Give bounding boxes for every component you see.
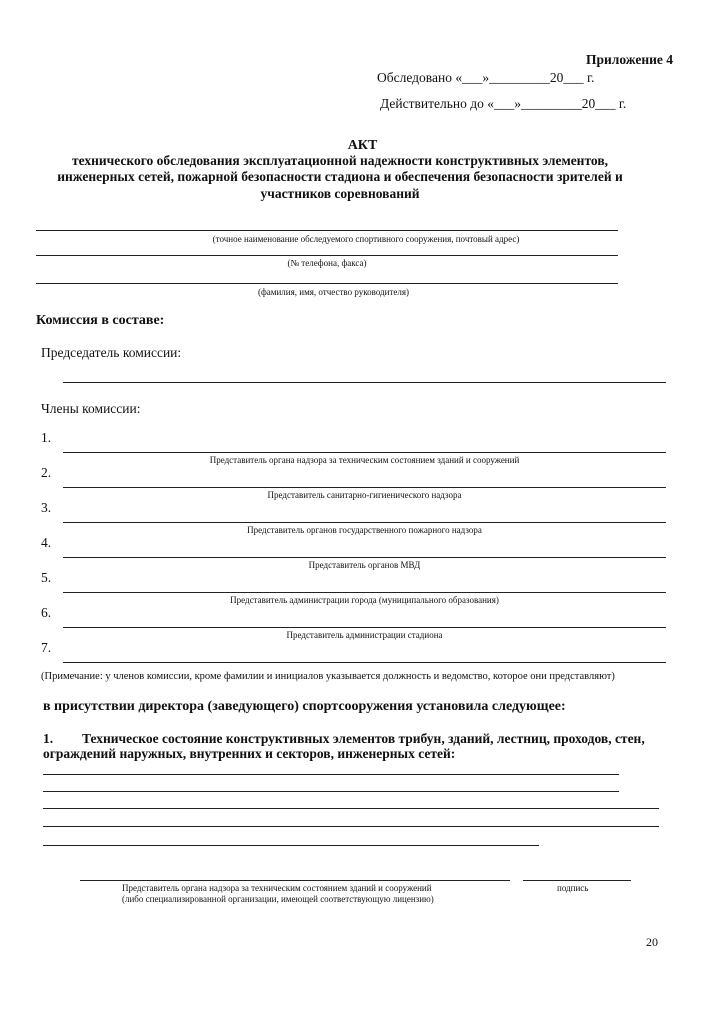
member-number: 1. [41,430,52,445]
chairman-line[interactable] [63,382,666,383]
member-number: 2. [41,465,52,480]
act-subtitle-line2: инженерных сетей, пожарной безопасности стадиона и обеспечения безопасности зрителей и [57,169,623,184]
page-number: 20 [646,935,658,949]
member-line[interactable] [63,627,666,628]
answer-line[interactable] [43,845,539,846]
member-role: Представитель органа надзора за техническим состоянием зданий и сооружений [209,455,520,465]
member-role: Представитель администрации стадиона [286,630,443,640]
valid-until-date: Действительно до «___»_________20___ г. [380,96,627,111]
member-number: 5. [41,570,52,585]
section-number: 1. [43,731,54,746]
member-line[interactable] [63,522,666,523]
act-subtitle-line1: технического обследования эксплуатационной надежности конструктивных элементов, [71,153,608,168]
member-line[interactable] [63,487,666,488]
presence-statement: в присутствии директора (заведующего) спортсооружения установила следующее: [43,699,566,714]
representative-label: Представитель органа надзора за техническим состоянием зданий и сооружений [122,883,432,893]
section-title-line2: ограждений наружных, внутренних и секторов, инженерных сетей: [43,746,456,761]
facility-name-line[interactable] [36,230,618,231]
answer-line[interactable] [43,826,659,827]
member-line[interactable] [63,662,666,663]
commission-heading: Комиссия в составе: [36,313,165,328]
member-number: 6. [41,605,52,620]
facility-phone-hint: (№ телефона, факса) [287,258,367,268]
member-number: 4. [41,535,52,550]
representative-line[interactable] [80,880,510,881]
member-line[interactable] [63,557,666,558]
answer-line[interactable] [43,808,659,809]
signature-label: подпись [557,883,589,893]
facility-phone-line[interactable] [36,255,618,256]
appendix-label: Приложение 4 [586,52,674,67]
member-number: 3. [41,500,52,515]
member-role: Представитель санитарно-гигиенического надзора [267,490,462,500]
members-label: Члены комиссии: [41,401,141,416]
member-role: Представитель администрации города (муниципального образования) [230,595,499,605]
act-title: АКТ [347,138,378,153]
representative-sublabel: (либо специализированной организации, имеющей соответствующую лицензию) [122,894,434,904]
commission-note: (Примечание: у членов комиссии, кроме фамилии и инициалов указывается должность и ведомство, которое они представляют) [41,671,615,682]
answer-line[interactable] [43,774,619,775]
facility-head-line[interactable] [36,283,618,284]
facility-head-hint: (фамилия, имя, отчество руководителя) [257,287,410,297]
act-subtitle-line3: участников соревнований [260,186,420,201]
answer-line[interactable] [43,791,619,792]
member-role: Представитель органов МВД [308,560,421,570]
member-line[interactable] [63,592,666,593]
member-line[interactable] [63,452,666,453]
inspected-date: Обследовано «___»_________20___ г. [377,70,595,85]
facility-name-hint: (точное наименование обследуемого спортивного сооружения, почтовый адрес) [212,234,520,244]
chairman-label: Председатель комиссии: [41,345,182,360]
member-number: 7. [41,640,52,655]
signature-line[interactable] [523,880,631,881]
section-title-line1: Техническое состояние конструктивных элементов трибун, зданий, лестниц, проходов, стен, [82,731,645,746]
member-role: Представитель органов государственного пожарного надзора [247,525,482,535]
